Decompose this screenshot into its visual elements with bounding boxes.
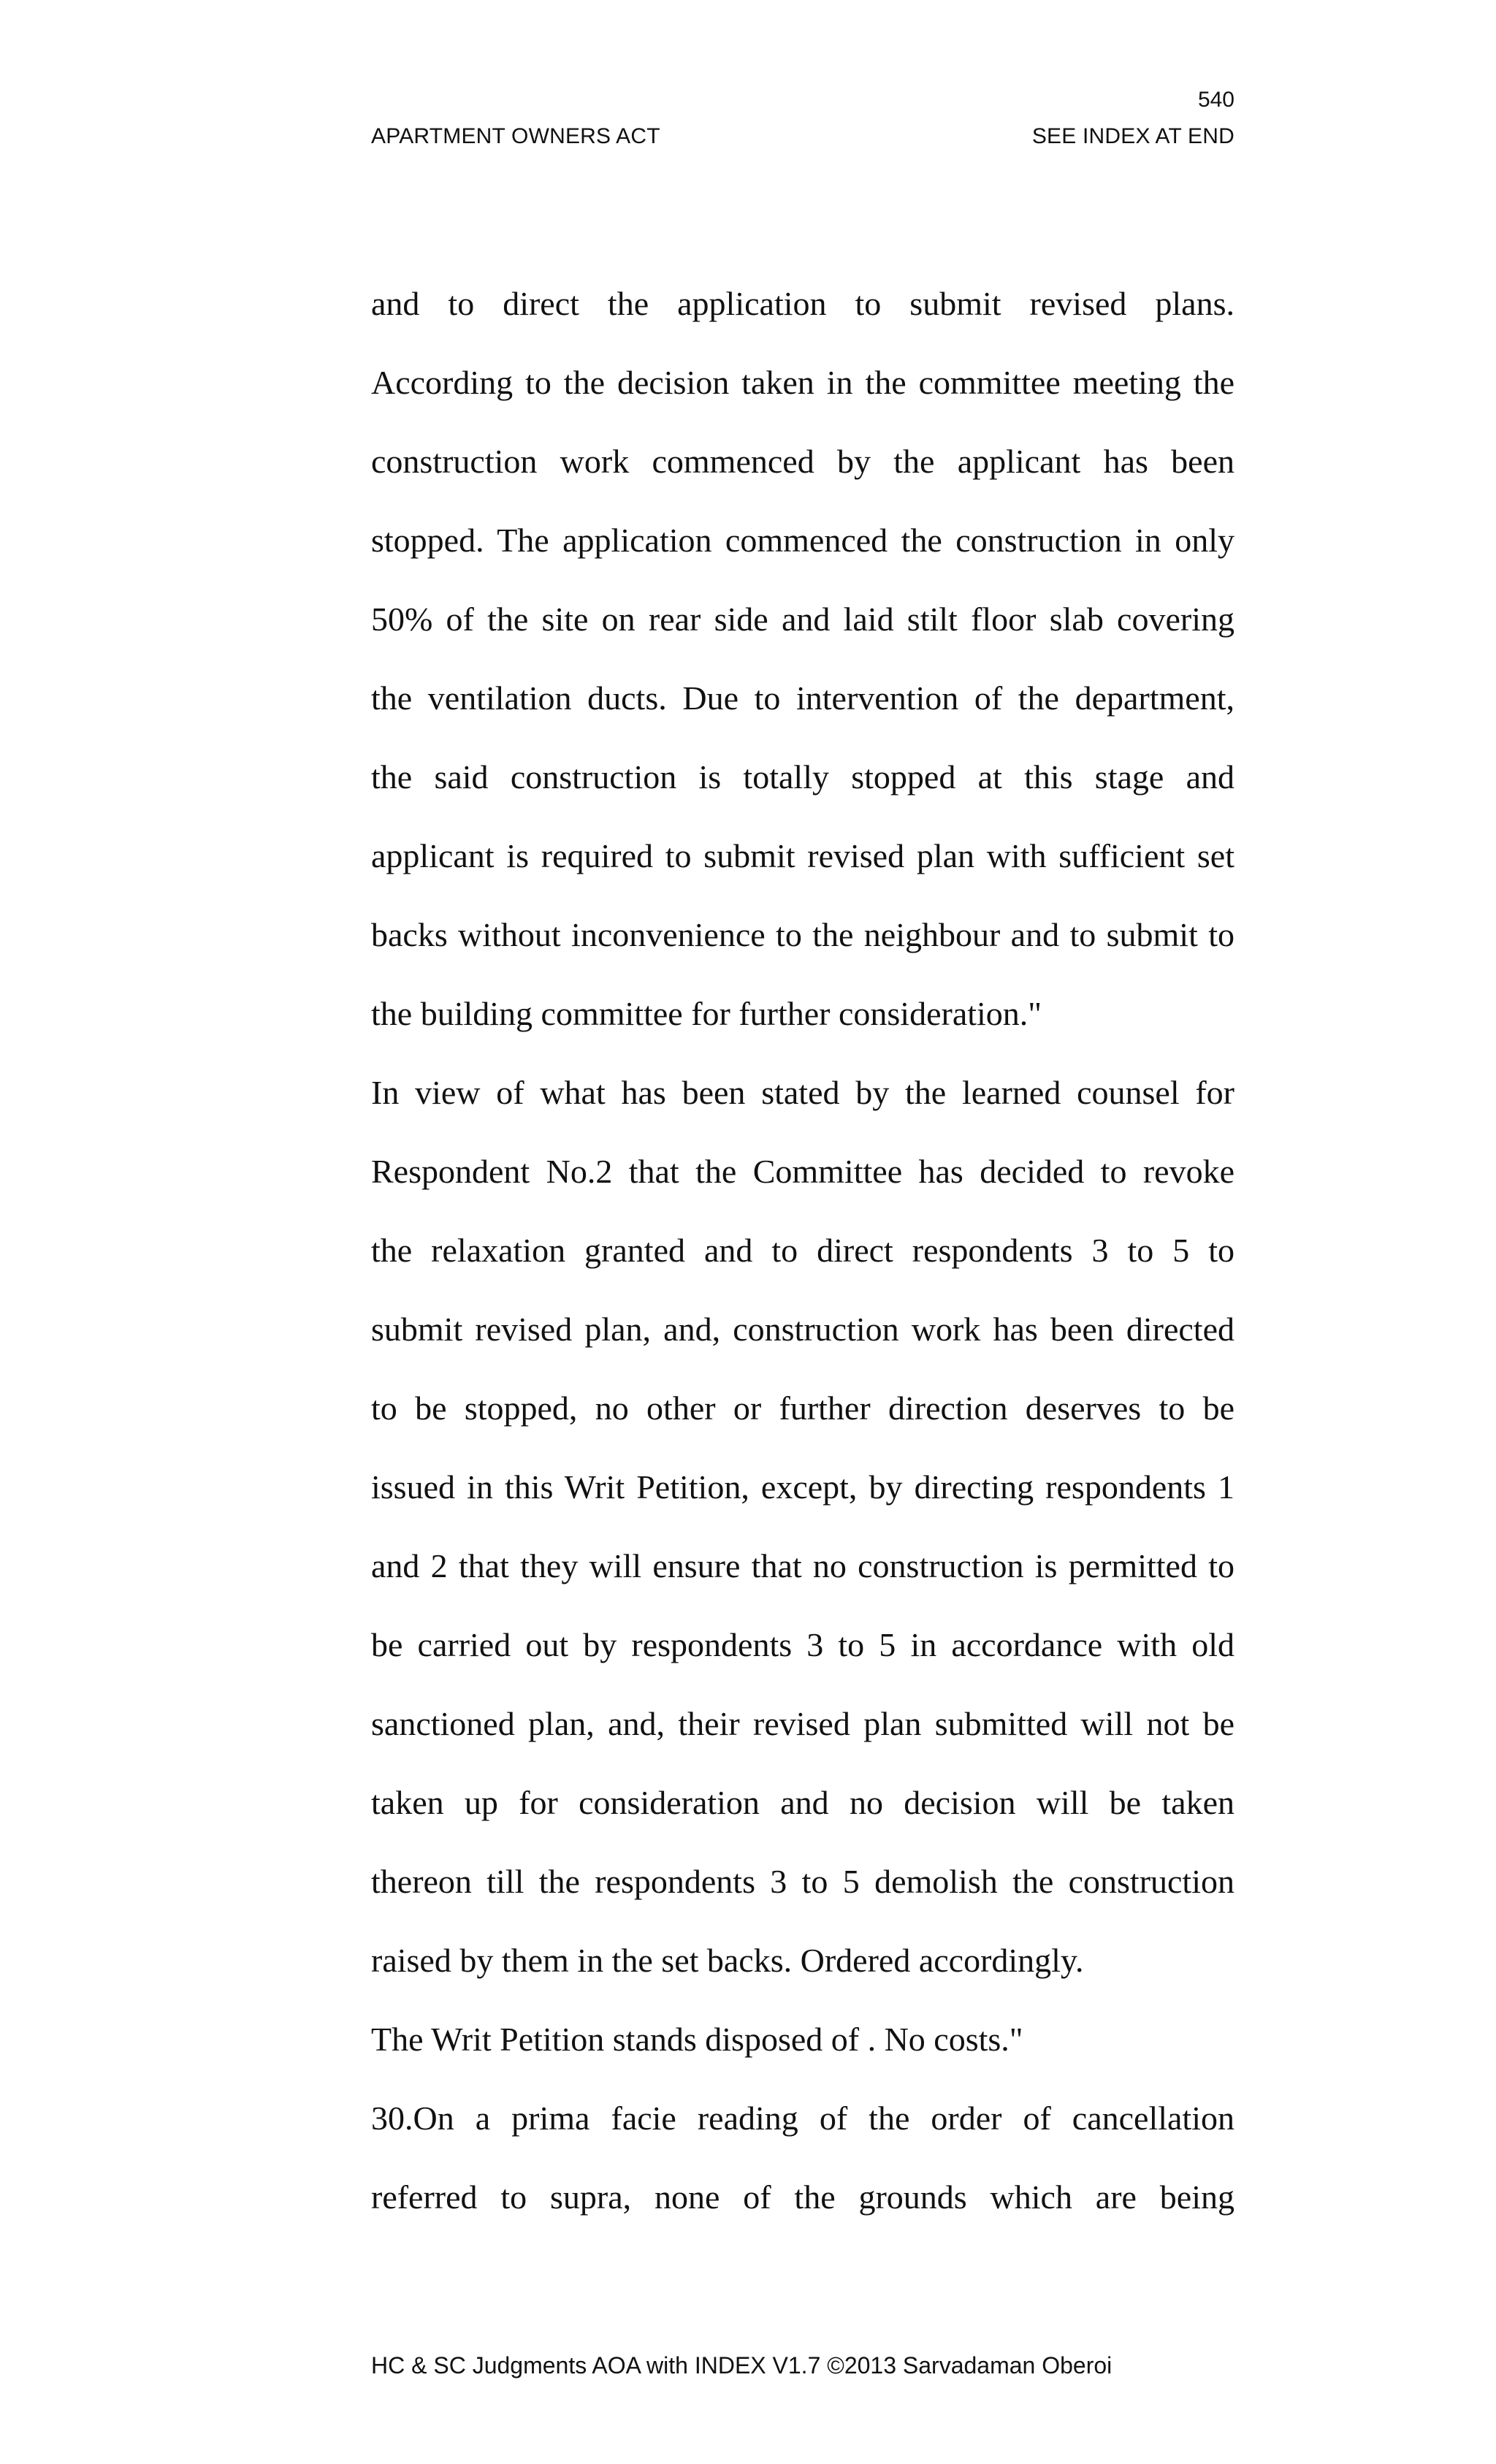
body-line: sanctioned plan, and, their revised plan submitted will not be bbox=[371, 1705, 1234, 1742]
body-line: In view of what has been stated by the learned counsel for bbox=[371, 1074, 1234, 1111]
body-line: issued in this Writ Petition, except, by directing respondents 1 bbox=[371, 1468, 1234, 1506]
body-line: 50% of the site on rear side and laid stilt floor slab covering bbox=[371, 600, 1234, 638]
body-line: raised by them in the set backs. Ordered accordingly. bbox=[371, 1942, 1084, 1979]
body-line: stopped. The application commenced the construction in only bbox=[371, 522, 1234, 559]
body-line: and 2 that they will ensure that no construction is permitted to bbox=[371, 1547, 1234, 1584]
body-line: 30.On a prima facie reading of the order of cancellation bbox=[371, 2099, 1234, 2137]
body-line: construction work commenced by the applicant has been bbox=[371, 443, 1234, 480]
running-header-index-note: SEE INDEX AT END bbox=[1031, 124, 1234, 148]
document-body bbox=[371, 264, 1234, 2237]
page-number: 540 bbox=[1197, 88, 1234, 112]
body-line: referred to supra, none of the grounds which are being bbox=[371, 2178, 1234, 2216]
body-line: and to direct the application to submit revised plans. bbox=[371, 285, 1234, 322]
body-line: applicant is required to submit revised plan with sufficient set bbox=[371, 837, 1234, 874]
body-line: be carried out by respondents 3 to 5 in accordance with old bbox=[371, 1626, 1234, 1663]
body-line: The Writ Petition stands disposed of . No costs." bbox=[371, 2021, 1023, 2058]
body-line: According to the decision taken in the committee meeting the bbox=[371, 364, 1234, 401]
body-line: taken up for consideration and no decision will be taken bbox=[371, 1784, 1234, 1821]
body-line: thereon till the respondents 3 to 5 demolish the construction bbox=[371, 1863, 1234, 1900]
body-line: the relaxation granted and to direct respondents 3 to 5 to bbox=[371, 1232, 1234, 1269]
body-line: backs without inconvenience to the neighbour and to submit to bbox=[371, 916, 1234, 953]
page-footer: HC & SC Judgments AOA with INDEX V1.7 ©2013 Sarvadaman Oberoi bbox=[371, 2352, 1113, 2379]
body-line: Respondent No.2 that the Committee has decided to revoke bbox=[371, 1153, 1234, 1190]
body-line: the ventilation ducts. Due to intervention of the department, bbox=[371, 679, 1234, 717]
body-line: the building committee for further consideration." bbox=[371, 995, 1042, 1032]
running-header-title: APARTMENT OWNERS ACT bbox=[371, 124, 660, 148]
body-line: the said construction is totally stopped at this stage and bbox=[371, 758, 1234, 796]
body-line: to be stopped, no other or further direction deserves to be bbox=[371, 1389, 1234, 1427]
body-line: submit revised plan, and, construction work has been directed bbox=[371, 1311, 1234, 1348]
